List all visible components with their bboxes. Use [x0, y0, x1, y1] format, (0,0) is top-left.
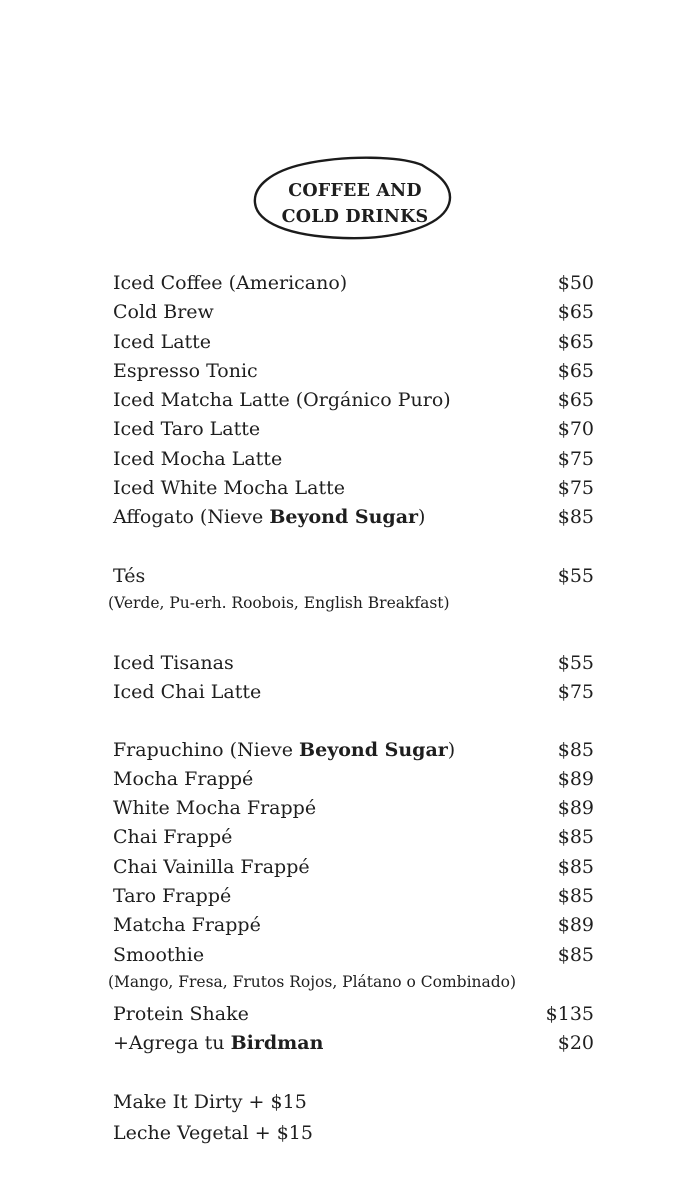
item-price: $85 — [557, 885, 594, 908]
menu-item-row — [113, 386, 594, 415]
item-name: Iced Tisanas — [113, 651, 234, 674]
item-name: Iced Latte — [113, 330, 212, 353]
item-name: Chai Frappé — [113, 826, 233, 849]
item-name: Matcha Frappé — [113, 914, 261, 937]
menu-item-row — [113, 649, 594, 678]
menu-item-row — [113, 1029, 594, 1058]
item-name: Protein Shake — [113, 1002, 249, 1025]
menu-item-row — [113, 736, 594, 765]
item-name: White Mocha Frappé — [113, 797, 317, 820]
menu-item-row — [113, 474, 594, 503]
item-name-bold: Beyond Sugar — [299, 738, 448, 761]
item-note: (Mango, Fresa, Frutos Rojos, Plátano o Combinado) — [108, 972, 517, 991]
menu-item-row — [113, 794, 594, 823]
item-note: (Verde, Pu-erh. Roobois, English Breakfast) — [108, 593, 450, 612]
item-price: $65 — [557, 389, 594, 412]
item-price: $65 — [557, 330, 594, 353]
item-name: Iced Taro Latte — [113, 418, 261, 441]
addon-line: Leche Vegetal + $15 — [113, 1122, 313, 1145]
item-price: $75 — [557, 447, 594, 470]
item-price: $85 — [557, 738, 594, 761]
item-price: $65 — [557, 359, 594, 382]
menu-item-row — [113, 415, 594, 444]
section-title-line1: COFFEE AND — [288, 181, 422, 201]
item-price: $85 — [557, 943, 594, 966]
menu-group-teas — [108, 562, 594, 615]
item-price: $85 — [557, 506, 594, 529]
item-name: Frapuchino (Nieve Beyond Sugar) — [113, 738, 456, 761]
item-name: Smoothie — [113, 943, 205, 966]
menu-item-row — [113, 298, 594, 327]
item-name-bold: Beyond Sugar — [269, 506, 419, 529]
item-price: $89 — [557, 914, 594, 937]
menu-item-row — [113, 1000, 594, 1029]
menu-item-row — [113, 882, 594, 911]
item-name: Iced Chai Latte — [113, 681, 262, 704]
menu-item-row — [113, 562, 594, 591]
item-price: $20 — [557, 1032, 594, 1055]
menu-item-row — [113, 357, 594, 386]
item-name: Mocha Frappé — [113, 767, 254, 790]
item-price: $85 — [557, 855, 594, 878]
menu-item-row — [113, 823, 594, 852]
menu-list — [108, 269, 594, 1150]
menu-group-iced-teas — [113, 649, 594, 708]
menu-item-row — [113, 911, 594, 940]
item-name: Tés — [113, 564, 146, 587]
item-price: $55 — [557, 651, 594, 674]
addons-section — [113, 1087, 594, 1150]
menu-item-row — [113, 445, 594, 474]
item-price: $75 — [557, 477, 594, 500]
item-price: $89 — [557, 767, 594, 790]
item-name-bold: Birdman — [230, 1032, 324, 1055]
menu-group-shakes — [113, 1000, 594, 1059]
item-name: Taro Frappé — [113, 885, 232, 908]
section-title-line2: COLD DRINKS — [281, 206, 429, 227]
item-name: Chai Vainilla Frappé — [113, 855, 310, 878]
item-price: $75 — [557, 681, 594, 704]
section-title — [250, 155, 460, 245]
item-name: Espresso Tonic — [113, 359, 258, 382]
item-price: $70 — [557, 418, 594, 441]
item-name: +Agrega tu Birdman — [113, 1032, 324, 1055]
menu-group-iced-coffees — [113, 269, 594, 533]
item-price: $85 — [557, 826, 594, 849]
menu-group-frappes — [108, 736, 594, 994]
menu-item-row — [113, 503, 594, 532]
item-name: Iced Matcha Latte (Orgánico Puro) — [113, 389, 451, 412]
menu-item-row — [113, 853, 594, 882]
menu-item-row — [113, 941, 594, 970]
item-name: Iced Mocha Latte — [113, 447, 283, 470]
item-price: $135 — [545, 1002, 594, 1025]
menu-item-row — [113, 269, 594, 298]
addon-line: Make It Dirty + $15 — [113, 1090, 307, 1113]
menu-item-row — [113, 328, 594, 357]
item-price: $89 — [557, 797, 594, 820]
item-name: Iced White Mocha Latte — [113, 477, 345, 500]
menu-item-row — [113, 765, 594, 794]
item-name: Affogato (Nieve Beyond Sugar) — [113, 506, 426, 529]
menu-item-row — [113, 678, 594, 707]
section-title-oval — [250, 155, 460, 245]
item-name: Iced Coffee (Americano) — [113, 272, 348, 294]
item-price: $65 — [557, 301, 594, 324]
item-price: $50 — [557, 272, 594, 294]
item-price: $55 — [557, 564, 594, 587]
item-name: Cold Brew — [113, 301, 214, 324]
